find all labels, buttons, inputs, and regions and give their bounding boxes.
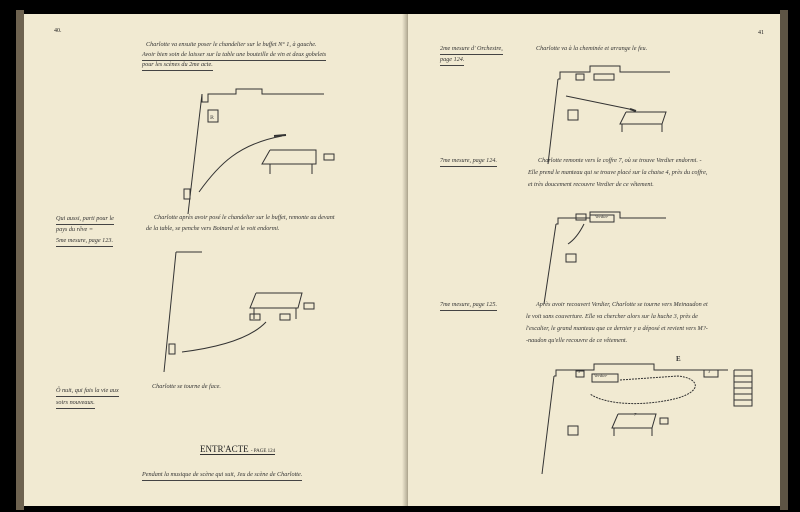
- mark-3-label: 3: [708, 369, 711, 374]
- stage-direction: de la table, se penche vers Boinard et le voit endormi.: [146, 225, 280, 232]
- stage-direction: Charlotte se tourne de face.: [152, 383, 221, 390]
- music-cue: pays du rêve =: [56, 226, 93, 233]
- music-cue: page 124.: [440, 55, 464, 66]
- stage-direction: Charlotte va à la cheminée et arrange le feu.: [536, 45, 648, 52]
- stage-direction: -naudon qu'elle recouvre de ce vêtement.: [526, 337, 628, 344]
- letter-e-label: E: [676, 355, 681, 363]
- stage-diagram-5: [408, 14, 780, 506]
- entracte-heading: [200, 444, 275, 455]
- stage-direction: Charlotte remonte vers le coffre 7, où se trouve Verdier endormi. -: [538, 157, 702, 164]
- entracte-page: - PAGE 124: [250, 449, 276, 454]
- entracte-title: ENTR'ACTE: [200, 444, 249, 454]
- page-number: 40.: [54, 28, 62, 34]
- mark-7-label: 7: [634, 412, 637, 417]
- music-cue: Ô nuit, qui fais la vie aux: [56, 386, 119, 397]
- entracte-description: Pendant la musique de scène qui suit, Jeu de scène de Charlotte.: [142, 470, 302, 481]
- stage-note-line: Avoir bien soin de laisser sur la table une bouteille de vin et deux gobelets: [142, 50, 326, 61]
- book-edge-right: [780, 10, 788, 510]
- stage-direction: Elle prend le manteau qui se trouve placé sur la chaise 4, près du coffre,: [528, 169, 708, 176]
- stage-note-line: Charlotte va ensuite poser le chandelier sur le buffet N° 1, à gauche.: [146, 41, 317, 48]
- verdier-label: Verdier: [594, 373, 608, 378]
- music-cue: Qui aussi, parti pour le: [56, 214, 114, 225]
- stage-direction: et très doucement recouvre Verdier de ce vêtement.: [528, 181, 654, 188]
- stage-direction: l'escalier, le grand manteau que ce dernier y a déposé et revient vers M?-: [526, 325, 708, 332]
- book-edge-left: [16, 10, 24, 510]
- music-cue: 5me mesure, page 123.: [56, 236, 113, 247]
- mark-1-label: 1: [578, 369, 581, 374]
- music-cue: 7me mesure, page 124.: [440, 156, 497, 167]
- stage-direction: Charlotte après avoir posé le chandelier sur le buffet, remonte au devant: [154, 214, 335, 221]
- music-cue: 2me mesure d' Orchestre,: [440, 44, 503, 55]
- verdier-label: Verdier: [595, 214, 609, 219]
- stage-diagram-2: [24, 14, 408, 506]
- page-number: 41: [758, 30, 764, 36]
- music-cue: 7me mesure, page 125.: [440, 300, 497, 311]
- stage-direction: le voit sans couverture. Elle va chercher alors sur la huche 3, près de: [526, 313, 698, 320]
- right-page: [408, 14, 780, 506]
- stage-note-line: pour les scènes du 2me acte.: [142, 60, 213, 71]
- left-page: [24, 14, 408, 506]
- music-cue: soirs nouveaux.: [56, 398, 95, 409]
- stage-direction: Après avoir recouvert Verdier, Charlotte se tourne vers Meinaudon et: [536, 301, 708, 308]
- svg-text:R: R: [210, 115, 214, 121]
